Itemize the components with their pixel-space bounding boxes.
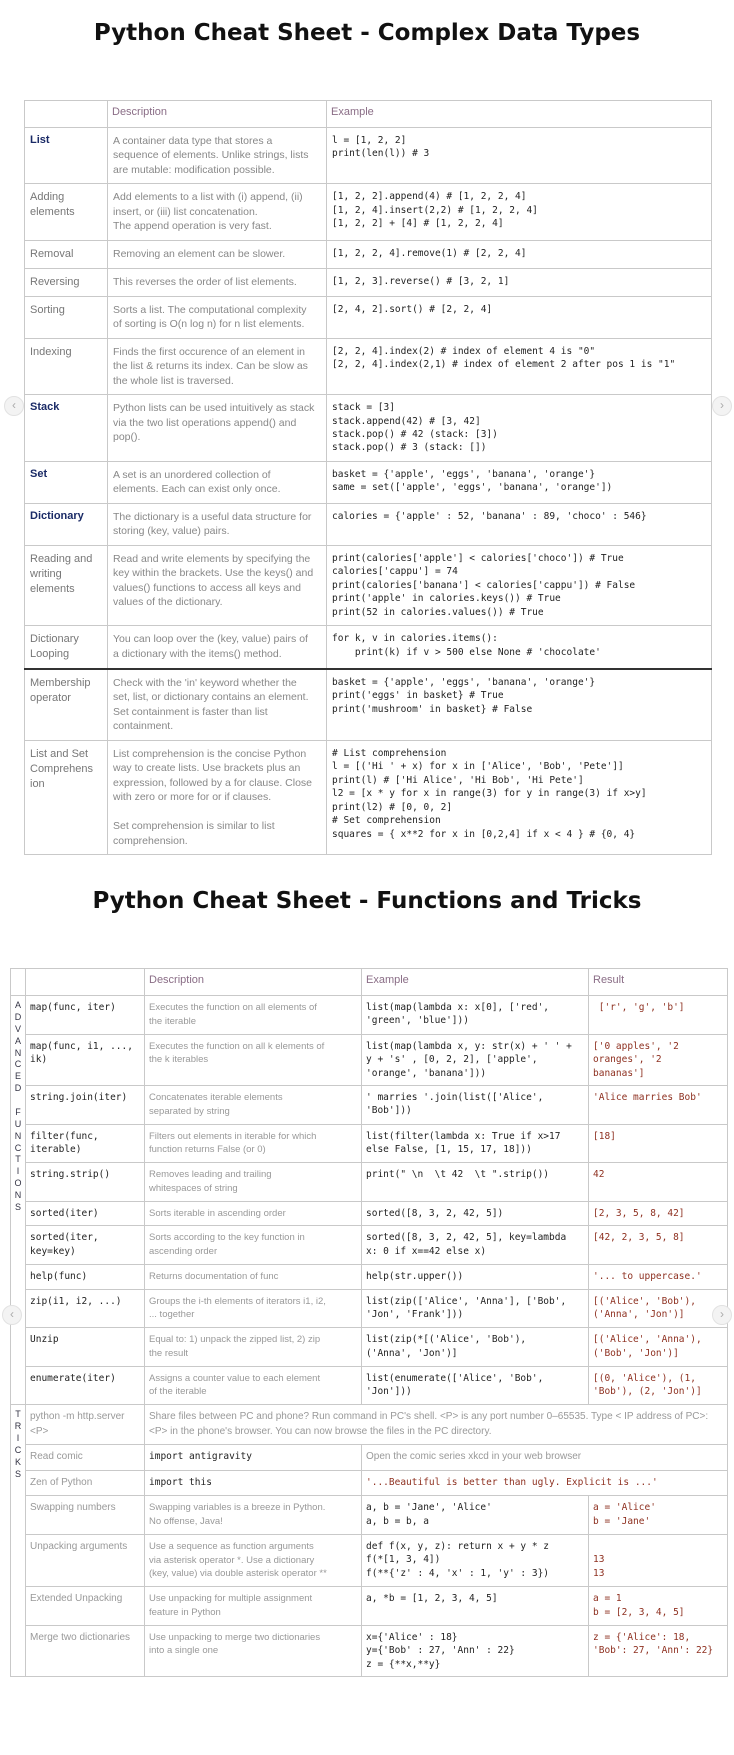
header-description: Description [108,101,327,128]
table-row [11,1163,728,1202]
row-description: Add elements to a list with (i) append, (ii) insert, or (iii) list concatenation. The append operation is very fast. [108,184,327,240]
table-row [11,1264,728,1289]
function-name: help(func) [26,1264,145,1289]
table-row [11,1445,728,1471]
page-title-complex-data-types: Python Cheat Sheet - Complex Data Types [93,20,641,46]
row-name: Adding elements [25,184,108,240]
table-row [11,1496,728,1535]
function-example: list(zip(*[('Alice', 'Bob'), ('Anna', 'Jon')] [362,1328,589,1367]
header-result: Result [589,969,728,996]
function-description: Returns documentation of func [145,1264,362,1289]
row-name: List and Set Comprehens ion [25,740,108,854]
row-name: Indexing [25,338,108,394]
trick-code: import this [145,1470,362,1496]
table-row [25,669,712,740]
header-side [11,969,26,996]
function-result: [18] [589,1124,728,1163]
function-name: string.join(iter) [26,1085,145,1124]
table-row [25,338,712,394]
row-description: List comprehension is the concise Python way to create lists. Use brackets plus an expression, followed by a for clause. Close with zero or more for or if clauses. Set comprehension is similar to list comprehension. [108,740,327,854]
trick-result: z = {'Alice': 18, 'Bob': 27, 'Ann': 22} [589,1625,728,1676]
header-description: Description [145,969,362,996]
function-name: zip(i1, i2, ...) [26,1289,145,1328]
function-description: Equal to: 1) unpack the zipped list, 2) zip the result [145,1328,362,1367]
row-description: Python lists can be used intuitively as stack via the two list operations append() and pop(). [108,395,327,462]
row-name: Dictionary Looping [25,626,108,669]
row-example: for k, v in calories.items(): print(k) if v > 500 else None # 'chocolate' [327,626,712,669]
table-row [25,128,712,184]
function-example: list(enumerate(['Alice', 'Bob', 'Jon'])) [362,1366,589,1405]
function-result: [42, 2, 3, 5, 8] [589,1226,728,1265]
trick-example: def f(x, y, z): return x + y * z f(*[1, 3, 4]) f(**{'z' : 4, 'x' : 1, 'y' : 3}) [362,1534,589,1586]
row-example: [1, 2, 2, 4].remove(1) # [2, 2, 4] [327,240,712,268]
row-description: Removing an element can be slower. [108,240,327,268]
header-name [26,969,145,996]
row-example: stack = [3] stack.append(42) # [3, 42] stack.pop() # 42 (stack: [3]) stack.pop() # 3 (stack: []) [327,395,712,462]
row-name: Dictionary [25,503,108,545]
table-row [25,545,712,625]
header-empty [25,101,108,128]
row-description: A container data type that stores a sequence of elements. Unlike strings, lists are mutable: modification possible. [108,128,327,184]
table-row [25,184,712,240]
function-description: Assigns a counter value to each element of the iterable [145,1366,362,1405]
table-row [25,626,712,669]
table-header-row [11,969,728,996]
table-row [11,996,728,1035]
chevron-left-icon[interactable]: ‹ [2,1305,22,1325]
function-example: sorted([8, 3, 2, 42, 5], key=lambda x: 0 if x==42 else x) [362,1226,589,1265]
row-name: Sorting [25,296,108,338]
trick-result: a = 'Alice' b = 'Jane' [589,1496,728,1535]
chevron-left-icon[interactable]: ‹ [4,396,24,416]
header-example: Example [327,101,712,128]
row-description: Finds the first occurence of an element in the list & returns its index. Can be slow as the whole list is traversed. [108,338,327,394]
function-result: [2, 3, 5, 8, 42] [589,1201,728,1226]
row-description: Read and write elements by specifying the key within the brackets. Use the keys() and values() functions to access all keys and values of the dictionary. [108,545,327,625]
row-example: [1, 2, 2].append(4) # [1, 2, 2, 4] [1, 2, 4].insert(2,2) # [1, 2, 2, 4] [1, 2, 2] + [4] # [1, 2, 2, 4] [327,184,712,240]
trick-description: Swapping variables is a breeze in Python. No offense, Java! [145,1496,362,1535]
table-row [25,740,712,854]
table-row [11,1201,728,1226]
side-label-advanced-functions: A D V A N C E D F U N C T I O N S [11,996,26,1405]
header-example: Example [362,969,589,996]
table-header-row [25,101,712,128]
function-description: Sorts iterable in ascending order [145,1201,362,1226]
row-name: Stack [25,395,108,462]
trick-example: Open the comic series xkcd in your web browser [362,1445,728,1471]
table-row [11,1328,728,1367]
trick-name: Unpacking arguments [26,1534,145,1586]
table-row [11,1289,728,1328]
trick-name: Merge two dictionaries [26,1625,145,1676]
table-row [25,461,712,503]
function-name: Unzip [26,1328,145,1367]
trick-description: Use unpacking for multiple assignment feature in Python [145,1587,362,1626]
row-name: Removal [25,240,108,268]
function-description: Executes the function on all k elements of the k iterables [145,1034,362,1085]
function-result: ['r', 'g', 'b'] [589,996,728,1035]
trick-name: Swapping numbers [26,1496,145,1535]
row-example: calories = {'apple' : 52, 'banana' : 89, 'choco' : 546} [327,503,712,545]
trick-example: a, *b = [1, 2, 3, 4, 5] [362,1587,589,1626]
table-row [11,1085,728,1124]
function-example: list(filter(lambda x: True if x>17 else False, [1, 15, 17, 18])) [362,1124,589,1163]
table-row [11,1405,728,1445]
function-name: string.strip() [26,1163,145,1202]
row-name: Membership operator [25,669,108,740]
function-description: Removes leading and trailing whitespaces of string [145,1163,362,1202]
table-row [11,1124,728,1163]
table-row [11,1470,728,1496]
function-result: 42 [589,1163,728,1202]
trick-name: Zen of Python [26,1470,145,1496]
function-name: map(func, iter) [26,996,145,1035]
function-example: sorted([8, 3, 2, 42, 5]) [362,1201,589,1226]
table-row [11,1366,728,1405]
row-example: [1, 2, 3].reverse() # [3, 2, 1] [327,268,712,296]
function-description: Executes the function on all elements of the iterable [145,996,362,1035]
side-label-tricks: T R I C K S [11,1405,26,1677]
row-description: Check with the 'in' keyword whether the set, list, or dictionary contains an element. Set containment is faster than list containment. [108,669,327,740]
row-name: Reversing [25,268,108,296]
function-result: [('Alice', 'Bob'), ('Anna', 'Jon')] [589,1289,728,1328]
function-result: '... to uppercase.' [589,1264,728,1289]
function-name: sorted(iter, key=key) [26,1226,145,1265]
trick-result: 13 13 [589,1534,728,1586]
row-description: A set is an unordered collection of elements. Each can exist only once. [108,461,327,503]
row-description: You can loop over the (key, value) pairs of a dictionary with the items() method. [108,626,327,669]
complex-data-types-table [24,100,712,855]
trick-example: a, b = 'Jane', 'Alice' a, b = b, a [362,1496,589,1535]
table-row [11,1587,728,1626]
table-row [25,395,712,462]
row-description: Sorts a list. The computational complexity of sorting is O(n log n) for n list elements. [108,296,327,338]
function-result: 'Alice marries Bob' [589,1085,728,1124]
table-row [11,1534,728,1586]
function-example: print(" \n \t 42 \t ".strip()) [362,1163,589,1202]
trick-description: Share files between PC and phone? Run command in PC's shell. <P> is any port number 0–65535. Type < IP address of PC>:<P> in the phone's browser. You can now browse the files in the PC directory. [145,1405,728,1445]
row-name: List [25,128,108,184]
trick-example: x={'Alice' : 18} y={'Bob' : 27, 'Ann' : 22} z = {**x,**y} [362,1625,589,1676]
table-row [11,1625,728,1676]
table-row [25,268,712,296]
function-description: Filters out elements in iterable for which function returns False (or 0) [145,1124,362,1163]
table-row [11,1034,728,1085]
row-example: basket = {'apple', 'eggs', 'banana', 'orange'} same = set(['apple', 'eggs', 'banana', 'orange']) [327,461,712,503]
function-result: [('Alice', 'Anna'), ('Bob', 'Jon')] [589,1328,728,1367]
function-example: ' marries '.join(list(['Alice', 'Bob'])) [362,1085,589,1124]
trick-description: Use a sequence as function arguments via asterisk operator *. Use a dictionary (key, value) via double asterisk operator ** [145,1534,362,1586]
trick-result: a = 1 b = [2, 3, 4, 5] [589,1587,728,1626]
row-example: print(calories['apple'] < calories['choco']) # True calories['cappu'] = 74 print(calories['banana'] < calories['cappu']) # False print('apple' in calories.keys()) # True print(52 in calories.values()) # True [327,545,712,625]
trick-code: import antigravity [145,1445,362,1471]
row-name: Reading and writing elements [25,545,108,625]
trick-description: Use unpacking to merge two dictionaries into a single one [145,1625,362,1676]
row-example: basket = {'apple', 'eggs', 'banana', 'orange'} print('eggs' in basket} # True print('mushroom' in basket} # False [327,669,712,740]
function-example: list(map(lambda x, y: str(x) + ' ' + y + 's' , [0, 2, 2], ['apple', 'orange', 'banana'])) [362,1034,589,1085]
function-result: ['0 apples', '2 oranges', '2 bananas'] [589,1034,728,1085]
function-name: map(func, i1, ..., ik) [26,1034,145,1085]
function-name: filter(func, iterable) [26,1124,145,1163]
trick-name: Extended Unpacking [26,1587,145,1626]
function-example: list(map(lambda x: x[0], ['red', 'green', 'blue'])) [362,996,589,1035]
function-name: sorted(iter) [26,1201,145,1226]
row-description: The dictionary is a useful data structure for storing (key, value) pairs. [108,503,327,545]
table-row [25,503,712,545]
chevron-right-icon[interactable]: › [712,396,732,416]
function-description: Groups the i-th elements of iterators i1, i2, ... together [145,1289,362,1328]
row-name: Set [25,461,108,503]
function-example: help(str.upper()) [362,1264,589,1289]
row-example: [2, 4, 2].sort() # [2, 2, 4] [327,296,712,338]
trick-name: Read comic [26,1445,145,1471]
row-example: # List comprehension l = [('Hi ' + x) for x in ['Alice', 'Bob', 'Pete']] print(l) # ['Hi Alice', 'Hi Bob', 'Hi Pete'] l2 = [x * y for x in range(3) for y in range(3) if x>y] print(l2) # [0, 0, 2] # Set comprehension squares = { x**2 for x in [0,2,4] if x < 4 } # {0, 4} [327,740,712,854]
table-row [25,296,712,338]
function-description: Sorts according to the key function in ascending order [145,1226,362,1265]
row-example: [2, 2, 4].index(2) # index of element 4 is "0" [2, 2, 4].index(2,1) # index of element 2 after pos 1 is "1" [327,338,712,394]
table-row [11,1226,728,1265]
chevron-right-icon[interactable]: › [712,1305,732,1325]
function-example: list(zip(['Alice', 'Anna'], ['Bob', 'Jon', 'Frank'])) [362,1289,589,1328]
trick-example: '...Beautiful is better than ugly. Explicit is ...' [362,1470,728,1496]
trick-name: python -m http.server <P> [26,1405,145,1445]
row-description: This reverses the order of list elements. [108,268,327,296]
function-description: Concatenates iterable elements separated by string [145,1085,362,1124]
functions-tricks-table [10,968,728,1677]
function-result: [(0, 'Alice'), (1, 'Bob'), (2, 'Jon')] [589,1366,728,1405]
page-title-functions-tricks: Python Cheat Sheet - Functions and Tricks [92,888,642,914]
table-row [25,240,712,268]
row-example: l = [1, 2, 2] print(len(l)) # 3 [327,128,712,184]
function-name: enumerate(iter) [26,1366,145,1405]
